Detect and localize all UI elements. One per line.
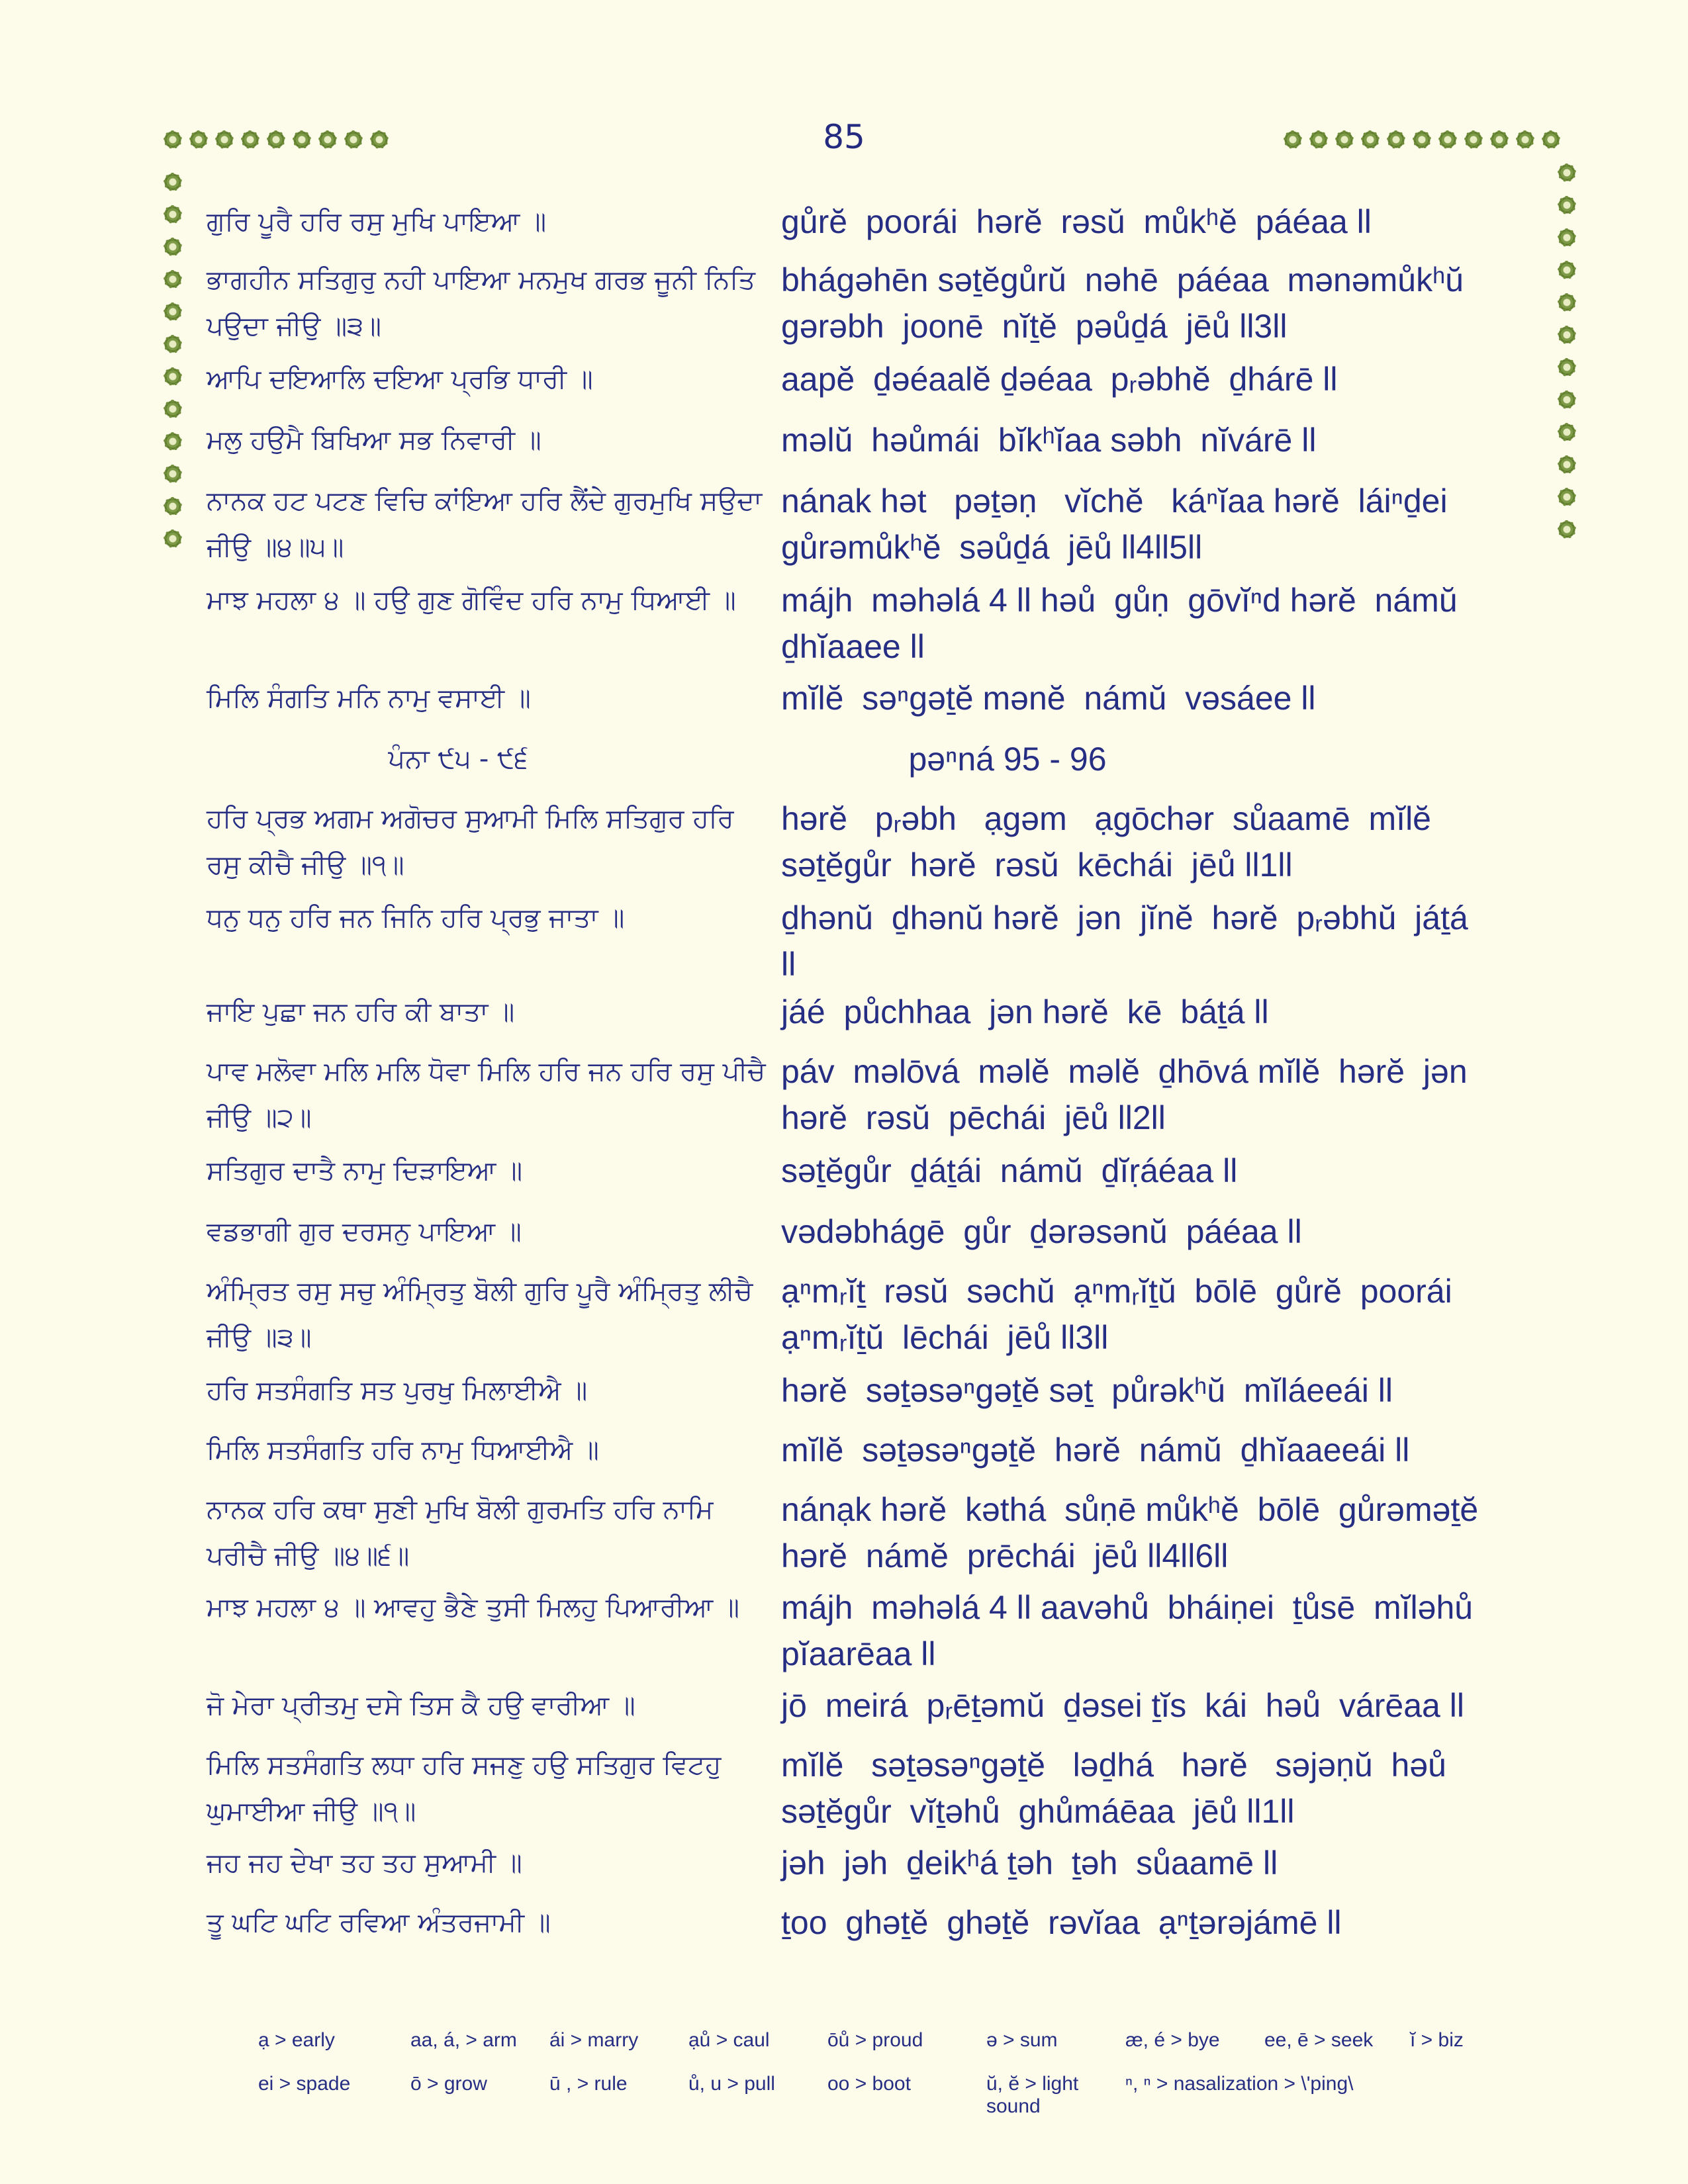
transliteration-line: nának hət pəṯəṇ vĭchĕ káⁿĭaa hərĕ láiⁿḏei gůrəmůkʰĕ səůḏá jēů ll4ll5ll: [781, 482, 1448, 566]
legend-item: æ, é > bye: [1125, 2029, 1220, 2051]
legend-item: ŭ, ĕ > light sound: [986, 2073, 1079, 2117]
transliteration-line: vədəbhágē gůr ḏərəsənŭ páéaa ll: [781, 1213, 1302, 1250]
transliteration-line: jō meirá pᵣēṯəmŭ ḏəsei ṯĭs kái həů várēaa ll: [781, 1687, 1464, 1724]
legend-item: ei > spade: [258, 2073, 351, 2095]
legend-item: ái > marry: [549, 2029, 639, 2051]
transliteration-line: aapĕ ḏəéaalĕ ḏəéaa pᵣəbhĕ ḏhárē ll: [781, 361, 1338, 398]
legend-item: ō > grow: [410, 2073, 487, 2095]
legend-item: ū , > rule: [549, 2073, 628, 2095]
page-reference: pəⁿná 95 - 96: [908, 741, 1107, 778]
verse-row: [207, 1840, 1517, 1886]
verse-row: [207, 1367, 1517, 1414]
verse-row: [207, 1048, 1517, 1141]
legend-item: ⁿ, ⁿ > nasalization > \'ping\: [1125, 2073, 1354, 2095]
verse-row: [207, 577, 1517, 665]
page-number: 85: [823, 118, 865, 156]
pronunciation-legend: [258, 2029, 1516, 2118]
transliteration-line: jəh jəh ḏeikʰá ṯəh ṯəh sůaamē ll: [781, 1844, 1278, 1882]
legend-item: ů, u > pull: [688, 2073, 775, 2095]
gurmukhi-line: ਨਾਨਕ ਹਰਿ ਕਥਾ ਸੁਣੀ ਮੁਖਿ ਬੋਲੀ ਗੁਰਮਤਿ ਹਰਿ ਨਾਮਿ ਪਰੀਚੈ ਜੀਉ ॥੪॥੬॥: [207, 1494, 714, 1571]
verse-row: [207, 675, 1517, 721]
gurmukhi-line: ਸਤਿਗੁਰ ਦਾਤੈ ਨਾਮੁ ਦਿੜਾਇਆ ॥: [207, 1156, 523, 1186]
transliteration-line: səṯĕgůr ḏáṯái námŭ ḏĭṛáéaa ll: [781, 1152, 1238, 1189]
transliteration-line: ạⁿmᵣĭṯ rəsŭ səchŭ ạⁿmᵣĭṯŭ bōlē gůrĕ poorái ạⁿmᵣĭṯŭ lēchái jēů ll3ll: [781, 1273, 1452, 1356]
legend-item: ee, ē > seek: [1264, 2029, 1374, 2051]
transliteration-line: nánạk hərĕ kəthá sůṇē můkʰĕ bōlē gůrəməṯĕ hərĕ námĕ prēchái jēů ll4ll6ll: [781, 1491, 1479, 1574]
verse-row: [207, 1584, 1517, 1672]
verse-row: [207, 1148, 1517, 1194]
transliteration-line: hərĕ pᵣəbh ạgəm ạgōchər sůaamē mĭlĕ səṯĕgůr hərĕ rəsŭ kēchái jēů ll1ll: [781, 800, 1431, 884]
verse-row: [207, 257, 1517, 349]
gurmukhi-line: ਨਾਨਕ ਹਟ ਪਟਣ ਵਿਚਿ ਕਾਂਇਆ ਹਰਿ ਲੈਂਦੇ ਗੁਰਮੁਖਿ ਸਉਦਾ ਜੀਉ ॥੪॥੫॥: [207, 486, 763, 563]
transliteration-line: mĭlĕ səṯəsəⁿgəṯĕ hərĕ námŭ ḏhĭaaeeái ll: [781, 1432, 1410, 1469]
gurmukhi-line: ਗੁਰਿ ਪੂਰੈ ਹਰਿ ਰਸੁ ਮੁਖਿ ਪਾਇਆ ॥: [207, 206, 547, 237]
verse-row: [207, 1742, 1517, 1835]
gurmukhi-page-reference: ਪੰਨਾ ੯੫ - ੯੬: [388, 744, 528, 774]
legend-item: ōů > proud: [827, 2029, 923, 2051]
verse-row: [207, 1427, 1517, 1473]
verse-row: [207, 478, 1517, 570]
transliteration-line: jáé půchhaa jən hərĕ kē báṯá ll: [781, 993, 1269, 1030]
transliteration-line: gůrĕ poorái hərĕ rəsŭ můkʰĕ páéaa ll: [781, 203, 1372, 240]
legend-item: ĭ > biz: [1410, 2029, 1464, 2051]
transliteration-line: ḏhənŭ ḏhənŭ hərĕ jən jĭnĕ hərĕ pᵣəbhŭ jáṯá ll: [781, 899, 1468, 983]
transliteration-line: mĭlĕ səṯəsəⁿgəṯĕ ləḏhá hərĕ səjəṇŭ həů səṯĕgůr vĭṯəhů ghůmáēaa jēů ll1ll: [781, 1747, 1446, 1830]
gurmukhi-line: ਹਰਿ ਪ੍ਰਭ ਅਗਮ ਅਗੋਚਰ ਸੁਆਮੀ ਮਿਲਿ ਸਤਿਗੁਰ ਹਰਿ ਰਸੁ ਕੀਚੈ ਜੀਉ ॥੧॥: [207, 803, 734, 880]
transliteration-line: májh məhəlá 4 ll həů gůṇ gōvĭⁿd hərĕ námŭ ḏhĭaaee ll: [781, 582, 1458, 665]
legend-item: ạů > caul: [688, 2029, 770, 2051]
verse-row: [207, 796, 1517, 888]
gurmukhi-line: ਜਹ ਜਹ ਦੇਖਾ ਤਹ ਤਹ ਸੁਆਮੀ ॥: [207, 1848, 522, 1878]
gurmukhi-line: ਜੋ ਮੇਰਾ ਪ੍ਰੀਤਮੁ ਦਸੇ ਤਿਸ ਕੈ ਹਉ ਵਾਰੀਆ ॥: [207, 1690, 635, 1721]
gurmukhi-line: ਮਿਲਿ ਸਤਸੰਗਤਿ ਹਰਿ ਨਾਮੁ ਧਿਆਈਐ ॥: [207, 1435, 599, 1465]
transliteration-line: hərĕ səṯəsəⁿgəṯĕ səṯ půrəkʰŭ mĭláeeái ll: [781, 1372, 1393, 1409]
legend-item: aa, á, > arm: [410, 2029, 517, 2051]
gurmukhi-line: ਮਿਲਿ ਸਤਸੰਗਤਿ ਲਧਾ ਹਰਿ ਸਜਣੁ ਹਉ ਸਤਿਗੁਰ ਵਿਟਹੁ ਘੁਮਾਈਆ ਜੀਉ ॥੧॥: [207, 1750, 722, 1827]
gurmukhi-line: ਮਿਲਿ ਸੰਗਤਿ ਮਨਿ ਨਾਮੁ ਵਸਾਈ ॥: [207, 683, 531, 713]
gurmukhi-line: ਹਰਿ ਸਤਸੰਗਤਿ ਸਤ ਪੁਰਖੁ ਮਿਲਾਈਐ ॥: [207, 1375, 588, 1406]
gurmukhi-line: ਵਡਭਾਗੀ ਗੁਰ ਦਰਸਨੁ ਪਾਇਆ ॥: [207, 1216, 522, 1247]
verse-row: [207, 1899, 1517, 1946]
transliteration-line: mĭlĕ səⁿgəṯĕ mənĕ námŭ vəsáee ll: [781, 680, 1316, 717]
verse-row: [207, 989, 1517, 1035]
verse-row: [207, 417, 1517, 463]
verse-row: [207, 1486, 1517, 1579]
transliteration-line: məlŭ həůmái bĭkʰĭaa səbh nĭvárē ll: [781, 422, 1317, 459]
verse-row: [207, 199, 1517, 245]
verse-row: [207, 356, 1517, 402]
gurmukhi-line: ਜਾਇ ਪੁਛਾ ਜਨ ਹਰਿ ਕੀ ਬਾਤਾ ॥: [207, 997, 515, 1027]
gurmukhi-line: ਮਲੁ ਹਉਮੈ ਬਿਖਿਆ ਸਭ ਨਿਵਾਰੀ ॥: [207, 425, 541, 455]
gurmukhi-line: ਭਾਗਹੀਨ ਸਤਿਗੁਰੁ ਨਹੀ ਪਾਇਆ ਮਨਮੁਖ ਗਰਭ ਜੂਨੀ ਨਿਤਿ ਪਉਦਾ ਜੀਉ ॥੩॥: [207, 265, 755, 341]
gurmukhi-line: ਆਪਿ ਦਇਆਲਿ ਦਇਆ ਪ੍ਰਭਿ ਧਾਰੀ ॥: [207, 364, 593, 394]
gurmukhi-line: ਪਾਵ ਮਲੋਵਾ ਮਲਿ ਮਲਿ ਧੋਵਾ ਮਿਲਿ ਹਰਿ ਜਨ ਹਰਿ ਰਸੁ ਪੀਚੈ ਜੀਉ ॥੨॥: [207, 1056, 766, 1133]
gurmukhi-line: ਅੰਮ੍ਰਿਤ ਰਸੁ ਸਚੁ ਅੰਮ੍ਰਿਤੁ ਬੋਲੀ ਗੁਰਿ ਪੂਰੈ ਅੰਮ੍ਰਿਤੁ ਲੀਚੈ ਜੀਉ ॥੩॥: [207, 1276, 753, 1353]
gurmukhi-line: ਮਾਝ ਮਹਲਾ ੪ ॥ ਆਵਹੁ ਭੈਣੇ ਤੁਸੀ ਮਿਲਹੁ ਪਿਆਰੀਆ ॥: [207, 1592, 739, 1623]
legend-item: ə > sum: [986, 2029, 1058, 2051]
transliteration-line: páv məlōvá məlĕ məlĕ ḏhōvá mĭlĕ hərĕ jən hərĕ rəsŭ pēchái jēů ll2ll: [781, 1053, 1468, 1136]
transliteration-line: ṯoo ghəṯĕ ghəṯĕ rəvĭaa ạⁿṯərəjámē ll: [781, 1904, 1342, 1941]
transliteration-line: májh məhəlá 4 ll aavəhů bháiṇei ṯůsē mĭləhů pĭaarēaa ll: [781, 1589, 1474, 1672]
transliteration-line: bhágəhēn səṯĕgůrŭ nəhē páéaa mənəmůkʰŭ gərəbh joonē nĭṯĕ pəůḏá jēů ll3ll: [781, 261, 1464, 345]
legend-item: oo > boot: [827, 2073, 911, 2095]
verse-row: [207, 1208, 1517, 1255]
gurmukhi-line: ਮਾਝ ਮਹਲਾ ੪ ॥ ਹਉ ਗੁਣ ਗੋਵਿੰਦ ਹਰਿ ਨਾਮੁ ਧਿਆਈ ॥: [207, 585, 736, 615]
gurmukhi-line: ਧਨੁ ਧਨੁ ਹਰਿ ਜਨ ਜਿਨਿ ਹਰਿ ਪ੍ਰਭੁ ਜਾਤਾ ॥: [207, 903, 625, 933]
legend-item: ạ > early: [258, 2029, 335, 2051]
page-reference-row: [207, 736, 1517, 782]
verse-row: [207, 895, 1517, 983]
verse-row: [207, 1268, 1517, 1361]
verse-row: [207, 1682, 1517, 1729]
gurmukhi-line: ਤੂ ਘਟਿ ਘਟਿ ਰਵਿਆ ਅੰਤਰਜਾਮੀ ॥: [207, 1907, 551, 1938]
